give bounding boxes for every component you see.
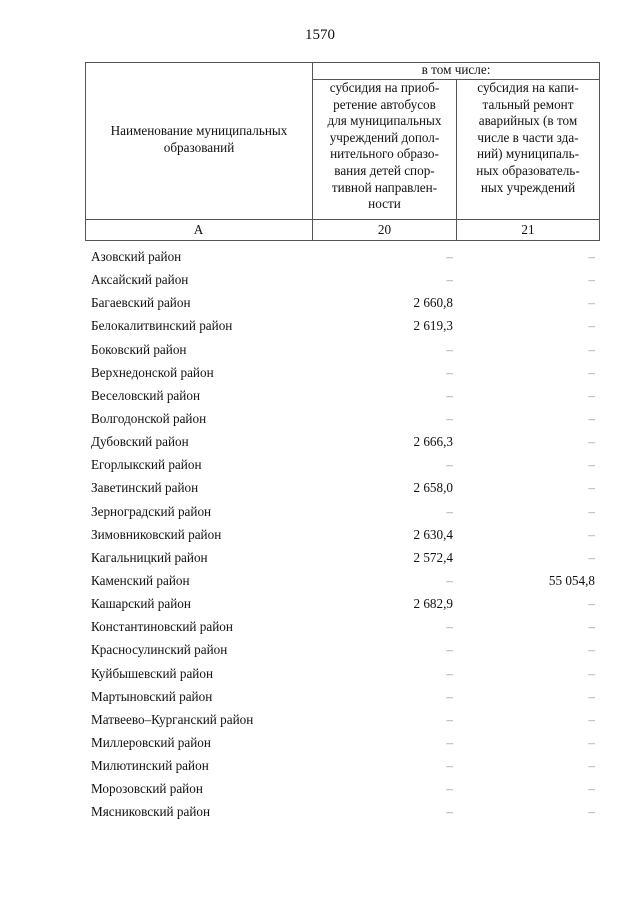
row-value-20: – <box>446 272 453 288</box>
row-value-21: – <box>588 457 595 473</box>
row-value-20: – <box>446 572 453 588</box>
row-value-20: – <box>446 734 453 750</box>
row-value-20: – <box>446 364 453 380</box>
table-row <box>0 592 640 615</box>
row-value-21: – <box>588 688 595 704</box>
table-row <box>0 569 640 592</box>
row-value-21: – <box>588 804 595 820</box>
row-name: Каменский район <box>91 572 190 588</box>
row-value-20: – <box>446 249 453 264</box>
page-number: 1570 <box>305 27 335 43</box>
row-value-20: – <box>446 665 453 681</box>
header-col-20-line: субсидия на приоб- <box>329 80 440 95</box>
table-row <box>0 708 640 731</box>
table-row <box>0 430 640 453</box>
table-row <box>0 476 640 499</box>
row-value-21: – <box>588 781 595 797</box>
row-value-21: 55 054,8 <box>548 572 595 588</box>
row-name: Миллеровский район <box>91 734 211 750</box>
row-value-21: – <box>588 549 595 565</box>
row-value-21: – <box>588 711 595 727</box>
row-value-21: – <box>588 642 595 658</box>
header-col-20-line: ретение автобусов <box>333 96 436 112</box>
header-col-20-line: тивной направлен- <box>331 179 438 195</box>
header-border-left <box>85 62 86 241</box>
table-row <box>0 731 640 754</box>
row-value-20: – <box>446 457 453 473</box>
row-name: Аксайский район <box>91 272 189 288</box>
row-value-21: – <box>588 364 595 380</box>
header-col-20-line: нительного образо- <box>330 146 439 162</box>
row-value-21: – <box>588 318 595 334</box>
row-name: Морозовский район <box>91 781 203 797</box>
table-row <box>0 546 640 569</box>
row-value-20: – <box>446 387 453 403</box>
header-col-21-line: ний) муниципаль- <box>476 146 580 162</box>
row-name: Верхнедонской район <box>91 364 214 380</box>
table-row <box>0 453 640 476</box>
row-value-21: – <box>588 758 595 774</box>
table-row <box>0 338 640 361</box>
row-name: Заветинский район <box>91 480 199 496</box>
table-row <box>0 615 640 638</box>
row-name: Мартыновский район <box>91 688 213 704</box>
row-name: Матвеево–Курганский район <box>91 711 254 727</box>
table-body <box>0 245 640 824</box>
table-row <box>0 314 640 337</box>
row-name: Азовский район <box>91 249 182 264</box>
row-value-20: – <box>446 758 453 774</box>
row-value-20: 2 660,8 <box>413 295 453 311</box>
row-value-20: 2 572,4 <box>413 549 453 565</box>
header-index-a: А <box>193 222 204 237</box>
row-value-21: – <box>588 619 595 635</box>
row-value-20: 2 682,9 <box>413 596 453 612</box>
header-col-name: Наименование муниципальных образований <box>110 123 288 155</box>
header-border-index-top <box>85 219 600 220</box>
row-name: Красносулинский район <box>91 642 228 658</box>
row-value-20: 2 619,3 <box>413 318 453 334</box>
row-name: Куйбышевский район <box>91 665 214 681</box>
row-name: Дубовский район <box>91 434 189 450</box>
header-col-20 <box>313 80 456 213</box>
row-value-21: – <box>588 249 595 264</box>
header-index-20: 20 <box>377 222 392 237</box>
row-name: Милютинский район <box>91 758 209 774</box>
table-row <box>0 800 640 823</box>
row-name: Зимовниковский район <box>91 526 222 542</box>
row-name: Зерноградский район <box>91 503 212 519</box>
header-border-bottom <box>85 240 600 241</box>
header-col-21-line: субсидия на капи- <box>477 80 579 95</box>
row-value-20: 2 658,0 <box>413 480 453 496</box>
row-name: Кашарский район <box>91 596 191 612</box>
table-row <box>0 500 640 523</box>
row-value-20: 2 666,3 <box>413 434 453 450</box>
table-row <box>0 685 640 708</box>
table-row <box>0 361 640 384</box>
row-value-20: 2 630,4 <box>413 526 453 542</box>
header-col-21-line: ных учреждений <box>480 179 576 195</box>
table-row <box>0 384 640 407</box>
row-value-20: – <box>446 410 453 426</box>
header-col-21-line: ных образователь- <box>476 162 580 178</box>
header-col-20-line: учреждений допол- <box>329 129 440 145</box>
table-row <box>0 777 640 800</box>
row-value-20: – <box>446 711 453 727</box>
table-row <box>0 523 640 546</box>
header-col-20-line: ности <box>368 196 401 212</box>
table-header <box>85 62 600 241</box>
header-col-21-line: аварийных (в том <box>478 113 578 129</box>
row-name: Константиновский район <box>91 619 233 635</box>
row-name: Веселовский район <box>91 387 200 403</box>
header-group: в том числе: <box>421 62 491 77</box>
table-row <box>0 268 640 291</box>
header-col-21 <box>457 80 599 196</box>
row-value-21: – <box>588 272 595 288</box>
row-value-20: – <box>446 341 453 357</box>
table-row <box>0 407 640 430</box>
row-value-21: – <box>588 665 595 681</box>
header-col-21-line: числе в части зда- <box>477 129 579 145</box>
row-value-21: – <box>588 480 595 496</box>
header-col-21-line: тальный ремонт <box>482 96 574 112</box>
row-name: Кагальницкий район <box>91 549 208 565</box>
table-row <box>0 662 640 685</box>
row-value-21: – <box>588 596 595 612</box>
row-value-21: – <box>588 410 595 426</box>
table-row <box>0 245 640 268</box>
row-value-21: – <box>588 503 595 519</box>
row-value-20: – <box>446 503 453 519</box>
row-name: Волгодонской район <box>91 410 207 426</box>
row-value-20: – <box>446 781 453 797</box>
row-value-21: – <box>588 434 595 450</box>
table-row <box>0 638 640 661</box>
row-value-21: – <box>588 734 595 750</box>
header-col-20-line: для муниципальных <box>327 113 442 129</box>
row-name: Мясниковский район <box>91 804 211 820</box>
header-col-20-line: вания детей спор- <box>334 162 435 178</box>
header-border-right <box>599 62 600 241</box>
row-value-21: – <box>588 526 595 542</box>
table-row <box>0 754 640 777</box>
row-value-20: – <box>446 804 453 820</box>
row-value-20: – <box>446 642 453 658</box>
header-index-21: 21 <box>521 222 535 237</box>
row-name: Боковский район <box>91 341 187 357</box>
row-name: Егорлыкский район <box>91 457 202 473</box>
row-value-21: – <box>588 387 595 403</box>
row-value-20: – <box>446 688 453 704</box>
table-row <box>0 291 640 314</box>
row-name: Белокалитвинский район <box>91 318 233 334</box>
row-name: Багаевский район <box>91 295 191 311</box>
row-value-21: – <box>588 341 595 357</box>
row-value-21: – <box>588 295 595 311</box>
row-value-20: – <box>446 619 453 635</box>
